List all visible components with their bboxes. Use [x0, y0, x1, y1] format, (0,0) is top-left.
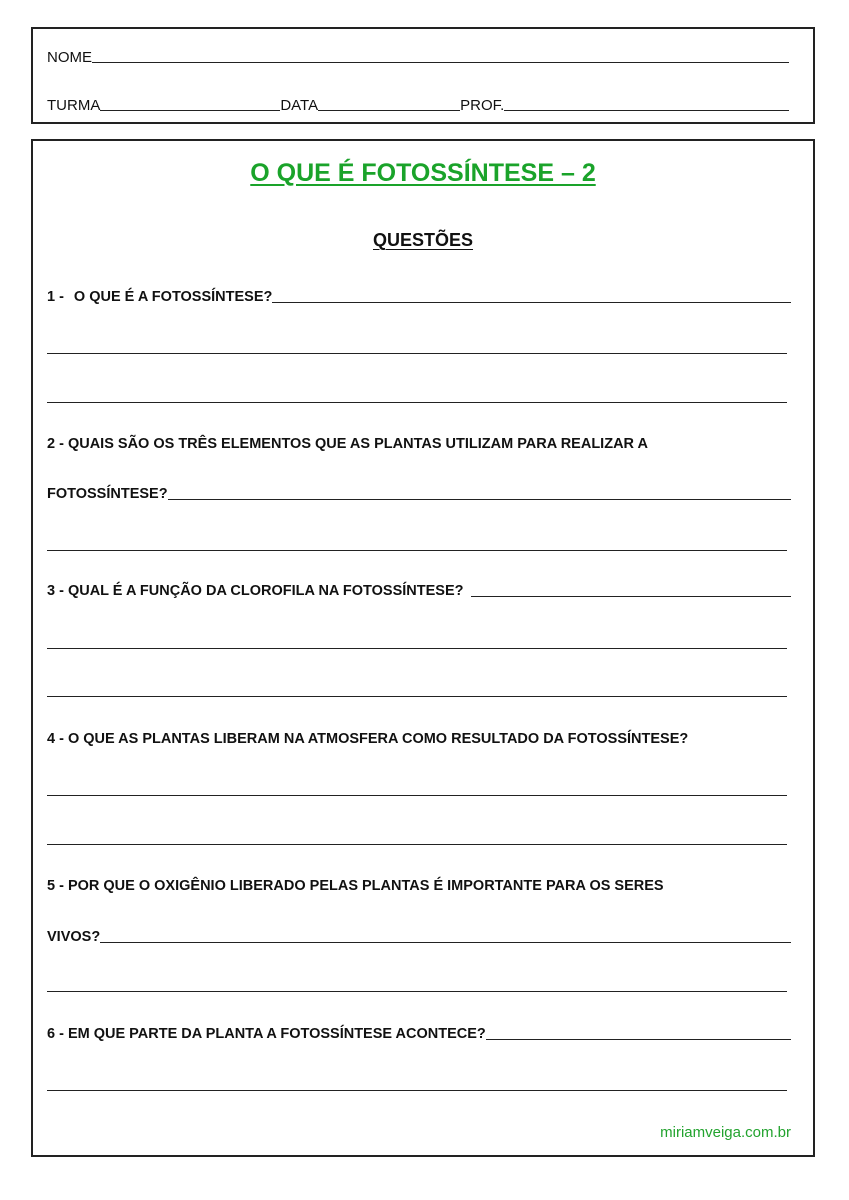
answer-3-line-2[interactable]: [47, 648, 787, 649]
question-2-line-2: [47, 485, 791, 503]
answer-6-line[interactable]: [486, 1039, 791, 1040]
question-1: [47, 288, 791, 306]
question-5-line-2: [47, 928, 791, 946]
question-5-text: 5 - POR QUE O OXIGÊNIO LIBERADO PELAS PLANTAS É IMPORTANTE PARA OS SERES: [47, 878, 664, 894]
worksheet-box: [31, 139, 815, 1157]
question-2-text-cont: FOTOSSÍNTESE?: [47, 486, 168, 502]
question-3-text: 3 - QUAL É A FUNÇÃO DA CLOROFILA NA FOTOSSÍNTESE?: [47, 583, 464, 599]
question-3: [47, 582, 791, 600]
answer-5-line-2[interactable]: [47, 991, 787, 992]
teacher-field[interactable]: [504, 110, 789, 111]
name-label: NOME: [47, 49, 92, 66]
class-date-teacher-row: [47, 97, 789, 115]
footer-site: miriamveiga.com.br: [660, 1124, 791, 1141]
class-field[interactable]: [100, 110, 280, 111]
question-4: [47, 730, 791, 748]
answer-4-line-1[interactable]: [47, 795, 787, 796]
question-6: [47, 1025, 791, 1043]
answer-3-line-3[interactable]: [47, 696, 787, 697]
question-1-text: O QUE É A FOTOSSÍNTESE?: [73, 289, 273, 305]
answer-4-line-2[interactable]: [47, 844, 787, 845]
answer-5-line[interactable]: [100, 942, 791, 943]
name-field[interactable]: [92, 62, 789, 63]
worksheet-title: O QUE É FOTOSSÍNTESE – 2: [250, 159, 596, 187]
question-5-line-1: [47, 877, 791, 895]
answer-6-line-2[interactable]: [47, 1090, 787, 1091]
question-5-text-cont: VIVOS?: [47, 929, 101, 945]
name-row: [47, 49, 789, 67]
answer-1-line-3[interactable]: [47, 402, 787, 403]
answer-2-line-2[interactable]: [47, 550, 787, 551]
question-2-line-1: [47, 435, 791, 453]
date-label: DATA: [280, 97, 319, 114]
questions-heading: QUESTÕES: [372, 230, 474, 250]
teacher-label: PROF.: [460, 97, 505, 114]
question-6-text: 6 - EM QUE PARTE DA PLANTA A FOTOSSÍNTESE ACONTECE?: [47, 1026, 486, 1042]
answer-2-line[interactable]: [168, 499, 791, 500]
question-4-text: 4 - O QUE AS PLANTAS LIBERAM NA ATMOSFERA COMO RESULTADO DA FOTOSSÍNTESE?: [47, 731, 689, 747]
date-field[interactable]: [318, 110, 460, 111]
student-info-box: [31, 27, 815, 124]
question-1-number: 1 -: [47, 289, 64, 305]
class-label: TURMA: [47, 97, 101, 114]
answer-1-line[interactable]: [272, 302, 791, 303]
answer-1-line-2[interactable]: [47, 353, 787, 354]
question-2-text: 2 - QUAIS SÃO OS TRÊS ELEMENTOS QUE AS PLANTAS UTILIZAM PARA REALIZAR A: [47, 436, 648, 452]
answer-3-line[interactable]: [471, 596, 791, 597]
